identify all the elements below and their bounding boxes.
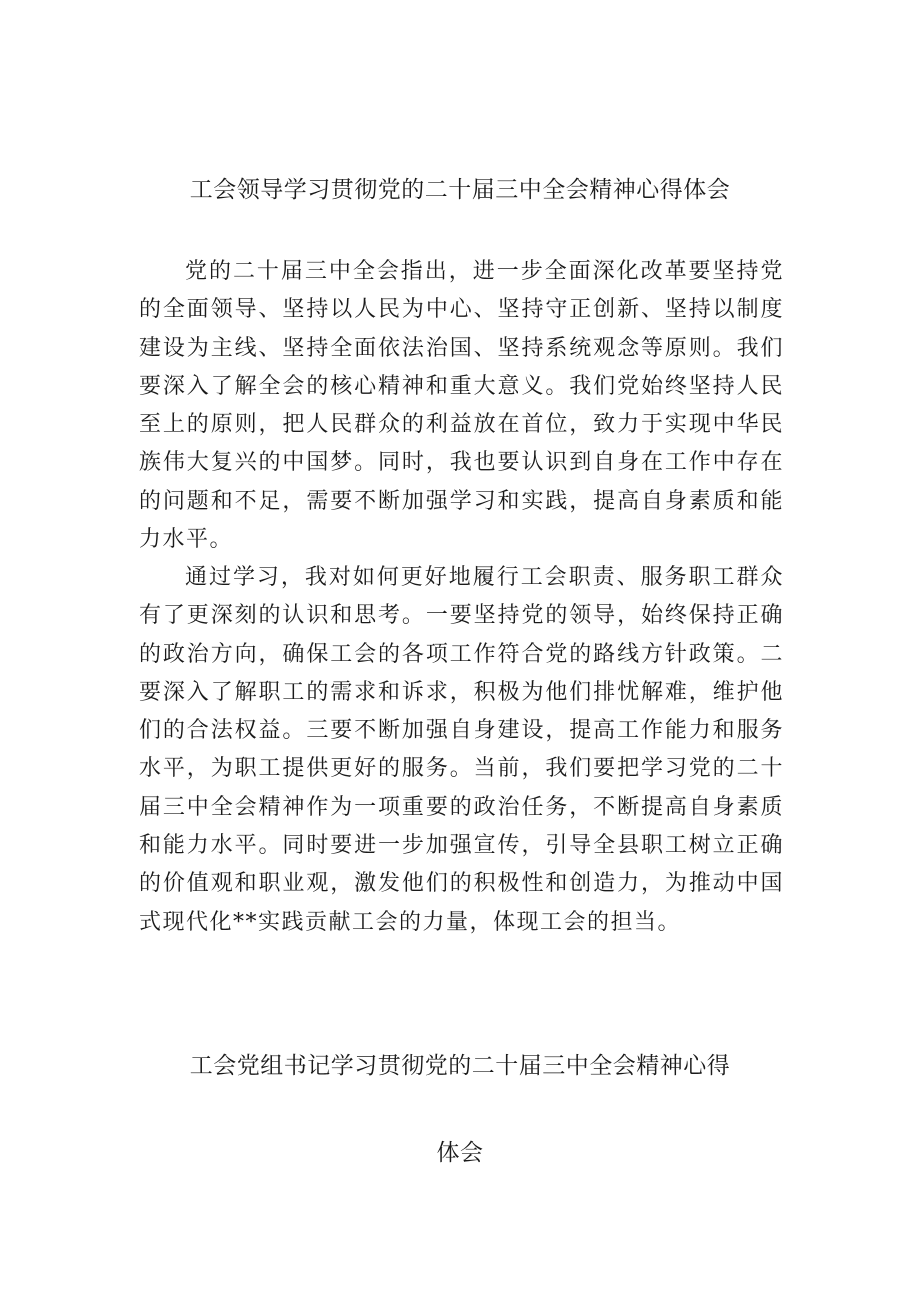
paragraph-2: 通过学习，我对如何更好地履行工会职责、服务职工群众有了更深刻的认识和思考。一要坚持党的领导，始终保持正确的政治方向，确保工会的各项工作符合党的路线方针政策。二要深入了解职工的需求和诉求，积极为他们排忧解难，维护他们的合法权益。三要不断加强自身建设，提高工作能力和服务水平，为职工提供更好的服务。当前，我们要把学习党的二十届三中全会精神作为一项重要的政治任务，不断提高自身素质和能力水平。同时要进一步加强宣传，引导全县职工树立正确的价值观和职业观，激发他们的积极性和创造力，为推动中国式现代化**实践贡献工会的力量，体现工会的担当。 — [139, 565, 784, 935]
document-title: 工会领导学习贯彻党的二十届三中全会精神心得体会 — [189, 177, 731, 203]
paragraph-1: 党的二十届三中全会指出，进一步全面深化改革要坚持党的全面领导、坚持以人民为中心、坚持守正创新、坚持以制度建设为主线、坚持全面依法治国、坚持系统观念等原则。我们要深入了解全会的核心精神和重大意义。我们党始终坚持人民至上的原则，把人民群众的利益放在首位，致力于实现中华民族伟大复兴的中国梦。同时，我也要认识到自身在工作中存在的问题和不足，需要不断加强学习和实践，提高自身素质和能力水平。 — [139, 259, 784, 553]
second-title-line-2: 体会 — [436, 1140, 484, 1166]
second-title-line-1: 工会党组书记学习贯彻党的二十届三中全会精神心得 — [189, 1053, 731, 1079]
